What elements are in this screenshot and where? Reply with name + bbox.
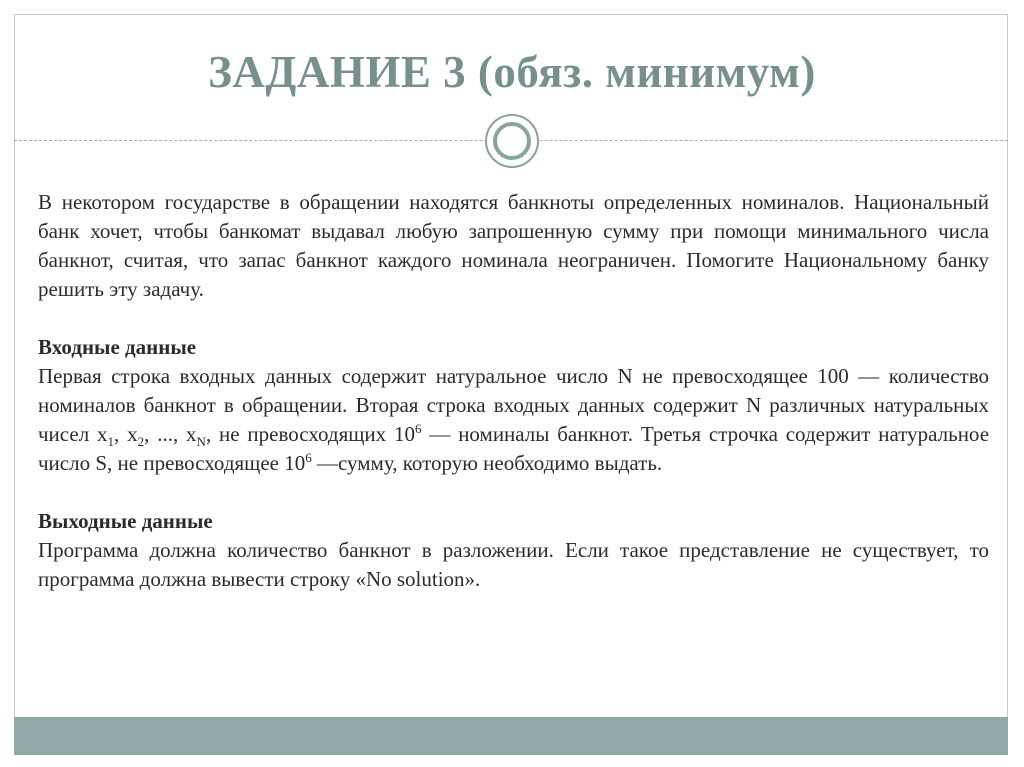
paragraph-gap bbox=[38, 304, 989, 333]
intro-paragraph: В некотором государстве в обращении находятся банкноты определенных номиналов. Национальный банк хочет, чтобы банкомат выдавал любую запрошенную сумму при помощи минимального числа банкнот, считая, что запас банкнот каждого номинала неограничен. Помогите Национальному банку решить эту задачу. bbox=[38, 190, 989, 301]
input-heading: Входные данные bbox=[38, 335, 197, 359]
input-text-e: — номиналы банкнот. Третья строчка содержит натуральное число S, не превосходящее 10 bbox=[38, 422, 990, 475]
input-text-b: , x bbox=[114, 422, 138, 446]
inner-ring bbox=[493, 122, 531, 160]
subscript-n: N bbox=[196, 434, 206, 450]
double-ring-icon bbox=[485, 114, 539, 168]
superscript-2: 6 bbox=[305, 450, 312, 465]
slide-title: ЗАДАНИЕ 3 (обяз. минимум) bbox=[208, 47, 816, 97]
input-text-d: , не превосходящих 10 bbox=[205, 422, 416, 446]
footer-accent-bar bbox=[14, 717, 1008, 755]
output-heading: Выходные данные bbox=[38, 509, 213, 533]
superscript-1: 6 bbox=[415, 421, 422, 436]
input-text-c: , ..., x bbox=[144, 422, 197, 446]
slide-content bbox=[38, 188, 989, 594]
subscript-1: 1 bbox=[107, 434, 115, 450]
output-paragraph: Программа должна количество банкнот в разложении. Если такое представление не существует, то программа должна вывести строку «No solution». bbox=[38, 538, 989, 591]
subscript-2: 2 bbox=[137, 434, 145, 450]
paragraph-gap bbox=[38, 478, 989, 507]
input-text-a: Первая строка входных данных содержит натуральное число N не превосходящее 100 — количество номиналов банкнот в обращении. Вторая строка входных данных содержит N различных натуральных чисел x bbox=[38, 364, 989, 446]
input-text-f: —сумму, которую необходимо выдать. bbox=[311, 451, 663, 475]
input-paragraph bbox=[38, 362, 989, 478]
